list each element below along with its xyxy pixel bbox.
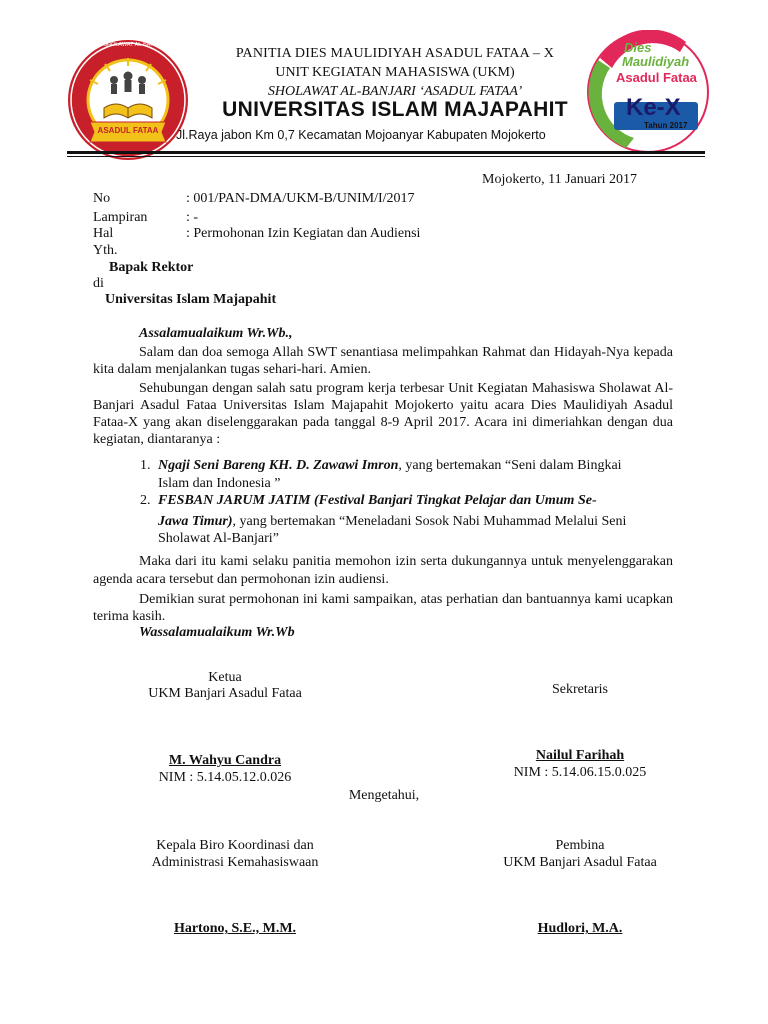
header-address: Jl.Raya jabon Km 0,7 Kecamatan Mojoanyar Kabupaten Mojokerto	[176, 128, 546, 142]
hal-label: Hal	[93, 226, 114, 241]
recipient-di: di	[93, 276, 104, 291]
logo-maulidiyah-text: Maulidiyah	[622, 54, 690, 69]
paragraph-2-text: Sehubungan dengan salah satu program kerja terbesar Unit Kegiatan Mahasiswa Sholawat Al-Banjari Asadul Fataa Universitas Islam Majapahit Mojokerto yaitu acara Dies Maulidiyah Asadul Fataa-X yang akan diselenggarakan pada tanggal 8-9 April 2017. Acara ini dimeriahkan dengan dua kegiatan, diantaranya :	[93, 381, 673, 447]
header-line-1: PANITIA DIES MAULIDIYAH ASADUL FATAA – X	[235, 46, 555, 61]
recipient-place: Universitas Islam Majapahit	[105, 292, 277, 307]
paragraph-3-text: Maka dari itu kami selaku panitia memohon izin serta dukungannya untuk menyelenggarakan agenda acara tersebut dan permohonan izin audiensi.	[93, 554, 673, 587]
paragraph-2	[93, 380, 673, 448]
pembina-title: Pembina	[555, 838, 605, 853]
no-label: No	[93, 191, 111, 206]
lampiran-value: : -	[186, 210, 199, 225]
list-item-1-number: 1.	[140, 458, 151, 473]
list-item-1-rest: , yang bertemakan “Seni dalam Bingkai	[398, 458, 622, 473]
kepala-title-1: Kepala Biro Koordinasi dan	[156, 838, 314, 853]
logo-dies-text: Dies	[624, 40, 652, 55]
logo-ring-text: UKM SHOLAWAT AL-BANJARI	[89, 42, 167, 48]
mengetahui: Mengetahui,	[348, 788, 420, 803]
logo-tahun-text: Tahun 2017	[644, 121, 688, 130]
paragraph-4-text: Demikian surat permohonan ini kami sampaikan, atas perhatian dan bantuannya kami ucapkan terima kasih.	[93, 592, 673, 624]
list-item-2-title-line1: FESBAN JARUM JATIM (Festival Banjari Tingkat Pelajar dan Umum Se-	[158, 493, 597, 508]
paragraph-4	[93, 591, 673, 625]
kepala-title-2: Administrasi Kemahasiswaan	[151, 855, 319, 870]
sekretaris-title: Sekretaris	[552, 682, 608, 697]
recipient-name: Bapak Rektor	[109, 260, 194, 275]
pembina-name: Hudlori, M.A.	[537, 921, 623, 936]
closing: Wassalamualaikum Wr.Wb	[139, 625, 295, 640]
list-item-1-line2: Islam dan Indonesia ”	[158, 476, 281, 491]
kepala-name: Hartono, S.E., M.M.	[173, 921, 297, 936]
logo-kex-text: Ke-X	[626, 94, 681, 121]
logo-asadul-text: Asadul Fataa	[616, 70, 697, 85]
pembina-org: UKM Banjari Asadul Fataa	[503, 855, 657, 870]
lampiran-label: Lampiran	[93, 210, 148, 225]
sekretaris-nim: NIM : 5.14.06.15.0.025	[513, 765, 647, 780]
no-value: : 001/PAN-DMA/UKM-B/UNIM/I/2017	[186, 191, 415, 206]
logo-ribbon-text: ASADUL FATAA	[97, 126, 159, 135]
list-item-1-title: Ngaji Seni Bareng KH. D. Zawawi Imron	[158, 458, 399, 473]
dies-maulidiyah-logo	[586, 30, 710, 154]
ketua-org: UKM Banjari Asadul Fataa	[148, 686, 302, 701]
greeting: Assalamualaikum Wr.Wb.,	[139, 326, 293, 341]
list-item-2-line3: Sholawat Al-Banjari”	[158, 531, 279, 546]
header-rule-thin	[67, 156, 705, 157]
ketua-name: M. Wahyu Candra	[168, 753, 282, 768]
hal-value: : Permohonan Izin Kegiatan dan Audiensi	[186, 226, 421, 241]
header-line-3: SHOLAWAT AL-BANJARI ‘ASADUL FATAA’	[267, 84, 523, 99]
paragraph-1-text: Salam dan doa semoga Allah SWT senantiasa melimpahkan Rahmat dan Hidayah-Nya kepada kita dalam menjalankan tugas sehari-hari. Amien.	[93, 345, 673, 377]
header-line-2: UNIT KEGIATAN MAHASISWA (UKM)	[275, 65, 515, 80]
letter-date: Mojokerto, 11 Januari 2017	[482, 172, 638, 187]
paragraph-1	[93, 344, 673, 378]
sekretaris-name: Nailul Farihah	[535, 748, 625, 763]
list-item-2-rest: , yang bertemakan “Meneladani Sosok Nabi Muhammad Melalui Seni	[232, 514, 627, 529]
list-item-2-number: 2.	[140, 493, 151, 508]
ketua-title: Ketua	[208, 670, 242, 685]
list-item-1-line1	[158, 458, 622, 474]
recipient-yth: Yth.	[93, 243, 118, 258]
paragraph-3	[93, 553, 673, 589]
list-item-2-line2	[158, 514, 626, 530]
list-item-2-title-line2: Jawa Timur)	[158, 514, 233, 529]
header-university: UNIVERSITAS ISLAM MAJAPAHIT	[222, 98, 568, 121]
header-rule-thick	[67, 151, 705, 154]
ketua-nim: NIM : 5.14.05.12.0.026	[158, 770, 292, 785]
